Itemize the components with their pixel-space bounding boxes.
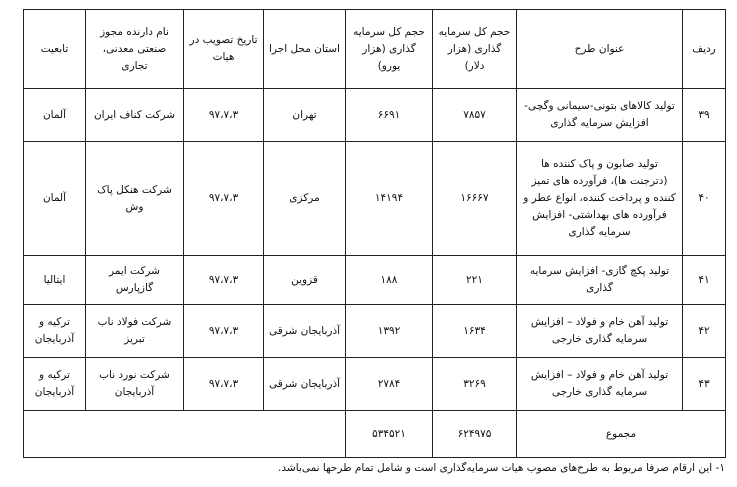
cell-title: تولید صابون و پاک کننده ها (دترجنت ها)، فرآورده های تمیز کننده و پرداخت کننده، انواع عطر و فرآورده های بهداشتی- افزایش سرمایه گذاری bbox=[517, 142, 683, 256]
header-row-no: ردیف bbox=[683, 10, 726, 89]
cell-usd: ۲۲۱ bbox=[433, 256, 517, 305]
cell-nationality: آلمان bbox=[24, 142, 86, 256]
cell-holder: شرکت فولاد ناب تبریز bbox=[86, 305, 184, 358]
header-nationality: تابعیت bbox=[24, 10, 86, 89]
cell-date: ۹۷،۷،۳ bbox=[184, 305, 264, 358]
cell-nationality: آلمان bbox=[24, 89, 86, 142]
cell-holder: شرکت نورد ناب آذربایجان bbox=[86, 358, 184, 411]
cell-title: تولید کالاهای بتونی-سیمانی وگچی-افزایش سرمایه گذاری bbox=[517, 89, 683, 142]
cell-nationality: ترکیه و آذربایجان bbox=[24, 305, 86, 358]
cell-row-no: ۴۳ bbox=[683, 358, 726, 411]
cell-province: قزوین bbox=[264, 256, 346, 305]
cell-holder: شرکت ایمر گازپارس bbox=[86, 256, 184, 305]
cell-row-no: ۴۲ bbox=[683, 305, 726, 358]
cell-date: ۹۷،۷،۳ bbox=[184, 142, 264, 256]
cell-eur: ۶۶۹۱ bbox=[346, 89, 433, 142]
cell-province: آذربایجان شرقی bbox=[264, 305, 346, 358]
cell-province: تهران bbox=[264, 89, 346, 142]
cell-row-no: ۳۹ bbox=[683, 89, 726, 142]
cell-holder: شرکت هنکل پاک وش bbox=[86, 142, 184, 256]
header-row bbox=[24, 10, 726, 89]
table-row bbox=[24, 256, 726, 305]
table-row bbox=[24, 142, 726, 256]
cell-holder: شرکت کناف ایران bbox=[86, 89, 184, 142]
investment-table bbox=[23, 9, 726, 458]
cell-title: تولید پکچ گازی- افزایش سرمایه گذاری bbox=[517, 256, 683, 305]
header-province: استان محل اجرا bbox=[264, 10, 346, 89]
table-row bbox=[24, 89, 726, 142]
cell-row-no: ۴۰ bbox=[683, 142, 726, 256]
cell-eur: ۱۸۸ bbox=[346, 256, 433, 305]
table-row bbox=[24, 305, 726, 358]
header-title: عنوان طرح bbox=[517, 10, 683, 89]
cell-row-no: ۴۱ bbox=[683, 256, 726, 305]
header-date: تاریخ تصویب در هیات bbox=[184, 10, 264, 89]
cell-title: تولید آهن خام و فولاد – افزایش سرمایه گذاری خارجی bbox=[517, 358, 683, 411]
cell-province: مرکزی bbox=[264, 142, 346, 256]
cell-usd: ۷۸۵۷ bbox=[433, 89, 517, 142]
header-usd: حجم کل سرمایه گذاری (هزار دلار) bbox=[433, 10, 517, 89]
total-empty-cell bbox=[24, 411, 346, 458]
cell-date: ۹۷،۷،۳ bbox=[184, 256, 264, 305]
cell-usd: ۱۶۶۶۷ bbox=[433, 142, 517, 256]
cell-nationality: ایتالیا bbox=[24, 256, 86, 305]
footnote: ۱- این ارقام صرفا مربوط به طرح‌های مصوب هیات سرمایه‌گذاری است و شامل تمام طرحها نمی‌باشد. bbox=[278, 462, 725, 474]
cell-eur: ۲۷۸۴ bbox=[346, 358, 433, 411]
cell-nationality: ترکیه و آذربایجان bbox=[24, 358, 86, 411]
total-eur: ۵۳۴۵۲۱ bbox=[346, 411, 433, 458]
cell-usd: ۳۲۶۹ bbox=[433, 358, 517, 411]
total-label: مجموع bbox=[517, 411, 726, 458]
header-eur: حجم کل سرمایه گذاری (هزار یورو) bbox=[346, 10, 433, 89]
total-row bbox=[24, 411, 726, 458]
cell-date: ۹۷،۷،۳ bbox=[184, 89, 264, 142]
cell-date: ۹۷،۷،۳ bbox=[184, 358, 264, 411]
cell-province: آذربایجان شرقی bbox=[264, 358, 346, 411]
total-usd: ۶۲۴۹۷۵ bbox=[433, 411, 517, 458]
cell-eur: ۱۳۹۲ bbox=[346, 305, 433, 358]
header-holder: نام دارنده مجوز صنعتی معدنی، تجاری bbox=[86, 10, 184, 89]
cell-usd: ۱۶۳۴ bbox=[433, 305, 517, 358]
cell-title: تولید آهن خام و فولاد – افزایش سرمایه گذاری خارجی bbox=[517, 305, 683, 358]
cell-eur: ۱۴۱۹۴ bbox=[346, 142, 433, 256]
table-row bbox=[24, 358, 726, 411]
